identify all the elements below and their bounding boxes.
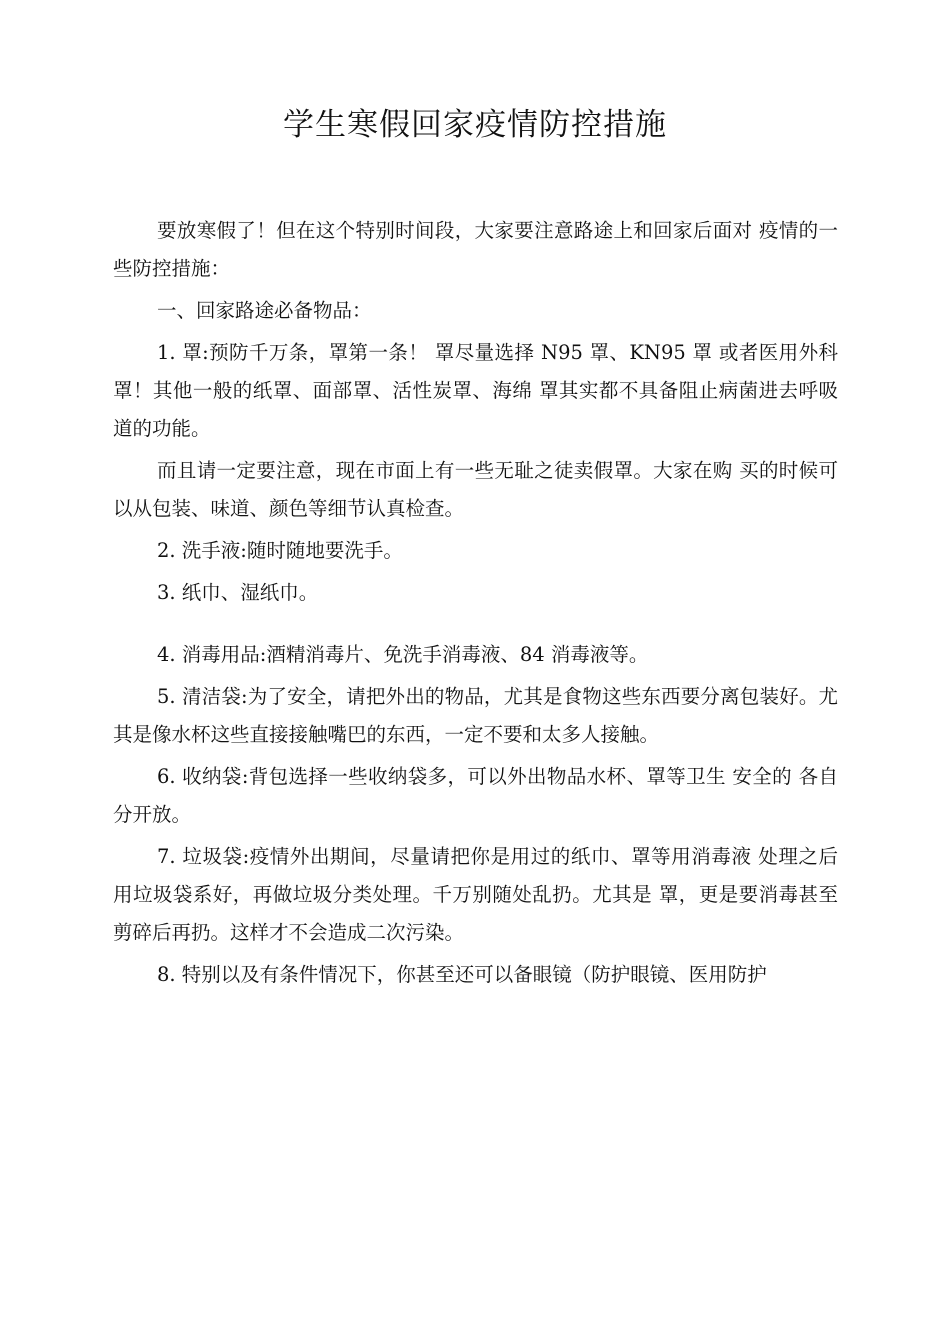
paragraph-item-5: 5. 清洁袋:为了安全，请把外出的物品，尤其是食物这些东西要分离包装好。尤其是像水杯这些直接接触嘴巴的东西，一定不要和太多人接触。	[113, 685, 838, 746]
paragraph-item-8: 8. 特别以及有条件情况下，你甚至还可以备眼镜（防护眼镜、医用防护	[157, 963, 767, 986]
paragraph-item-7: 7. 垃圾袋:疫情外出期间，尽量请把你是用过的纸巾、罩等用消毒液 处理之后用垃圾袋系好，再做垃圾分类处理。千万别随处乱扔。尤其是 罩，更是要消毒甚至剪碎后再扔。这样才不会造成二次污染。	[113, 845, 838, 944]
paragraph-intro: 要放寒假了！但在这个特别时间段，大家要注意路途上和回家后面对 疫情的一些防控措施：	[113, 219, 838, 280]
paragraph-fake-mask-warning: 而且请一定要注意，现在市面上有一些无耻之徒卖假罩。大家在购 买的时候可以从包装、味道、颜色等细节认真检查。	[113, 459, 838, 520]
document-body	[113, 212, 838, 998]
paragraph-item-4: 4. 消毒用品:酒精消毒片、免洗手消毒液、84 消毒液等。	[157, 643, 649, 666]
paragraph-section-heading: 一、回家路途必备物品：	[157, 299, 372, 322]
paragraph-item-2: 2. 洗手液:随时随地要洗手。	[157, 539, 403, 562]
paragraph-item-1: 1. 罩:预防千万条，罩第一条！ 罩尽量选择 N95 罩、KN95 罩 或者医用外科罩！其他一般的纸罩、面部罩、活性炭罩、海绵 罩其实都不具备阻止病菌进去呼吸道的功能。	[113, 341, 838, 440]
document-title: 学生寒假回家疫情防控措施	[283, 107, 667, 143]
paragraph-item-6: 6. 收纳袋:背包选择一些收纳袋多，可以外出物品水杯、罩等卫生 安全的 各自分开放。	[113, 765, 838, 826]
paragraph-item-3: 3. 纸巾、湿纸巾。	[157, 581, 319, 604]
